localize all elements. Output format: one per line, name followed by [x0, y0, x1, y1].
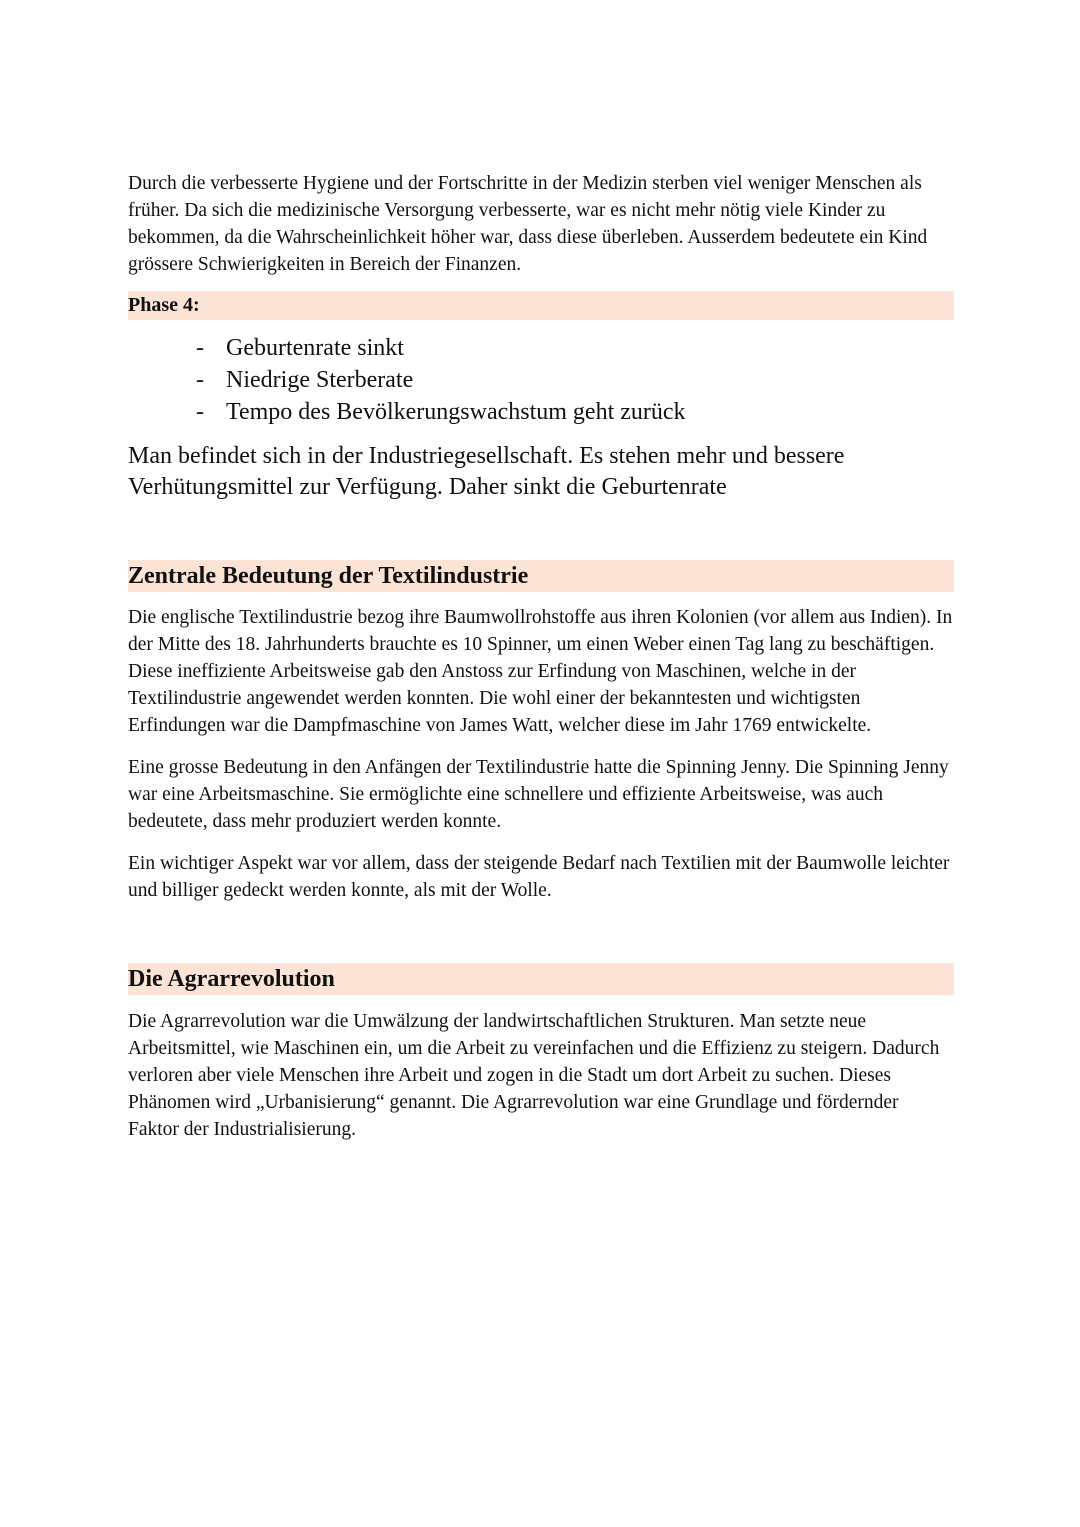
- bullet-text: Tempo des Bevölkerungswachstum geht zurück: [226, 399, 686, 425]
- phase-4-heading: Phase 4:: [128, 291, 954, 320]
- bullet-dash: -: [196, 399, 204, 425]
- textile-paragraph-1: Die englische Textilindustrie bezog ihre Baumwollrohstoffe aus ihren Kolonien (vor allem aus Indien). In der Mitte des 18. Jahrhunderts brauchte es 10 Spinner, um einen Weber einen Tag lang zu beschäftigen. Diese ineffiziente Arbeitsweise gab den Anstoss zur Erfindung von Maschinen, welche in der Textilindustrie angewendet werden konnten. Die wohl einer der bekanntesten und wichtigsten Erfindungen war die Dampfmaschine von James Watt, welcher diese im Jahr 1769 entwickelte.: [128, 607, 953, 736]
- phase-4-paragraph: Man befindet sich in der Industriegesellschaft. Es stehen mehr und bessere Verhütungsmittel zur Verfügung. Daher sinkt die Geburtenrate: [128, 443, 845, 500]
- intro-paragraph: Durch die verbesserte Hygiene und der Fortschritte in der Medizin sterben viel weniger Menschen als früher. Da sich die medizinische Versorgung verbesserte, war es nicht mehr nötig viele Kinder zu bekommen, da die Wahrscheinlichkeit höher war, dass diese überleben. Ausserdem bedeutete ein Kind grössere Schwierigkeiten in Bereich der Finanzen.: [128, 173, 928, 275]
- agrar-paragraph: Die Agrarrevolution war die Umwälzung der landwirtschaftlichen Strukturen. Man setzte neue Arbeitsmittel, wie Maschinen ein, um die Arbeit zu vereinfachen und die Effizienz zu steigern. Dadurch verloren aber viele Menschen ihre Arbeit und zogen in die Stadt um dort Arbeit zu suchen. Dieses Phänomen wird „Urbanisierung“ genannt. Die Agrarrevolution war eine Grundlage und fördernder Faktor der Industrialisierung.: [128, 1011, 940, 1140]
- agrar-heading: Die Agrarrevolution: [128, 963, 954, 995]
- list-item: [196, 332, 954, 364]
- bullet-dash: -: [196, 335, 204, 361]
- document-page: [128, 170, 954, 1143]
- textile-paragraph-2: Eine grosse Bedeutung in den Anfängen der Textilindustrie hatte die Spinning Jenny. Die Spinning Jenny war eine Arbeitsmaschine. Sie ermöglichte eine schnellere und effiziente Arbeitsweise, was auch bedeutete, dass mehr produziert werden konnte.: [128, 757, 949, 832]
- textile-heading: Zentrale Bedeutung der Textilindustrie: [128, 560, 954, 592]
- bullet-dash: -: [196, 367, 204, 393]
- list-item: [196, 396, 954, 428]
- phase-4-bullet-list: [128, 332, 954, 428]
- bullet-text: Niedrige Sterberate: [226, 367, 414, 393]
- bullet-text: Geburtenrate sinkt: [226, 335, 404, 361]
- list-item: [196, 364, 954, 396]
- textile-paragraph-3: Ein wichtiger Aspekt war vor allem, dass der steigende Bedarf nach Textilien mit der Baumwolle leichter und billiger gedeckt werden konnte, als mit der Wolle.: [128, 853, 950, 901]
